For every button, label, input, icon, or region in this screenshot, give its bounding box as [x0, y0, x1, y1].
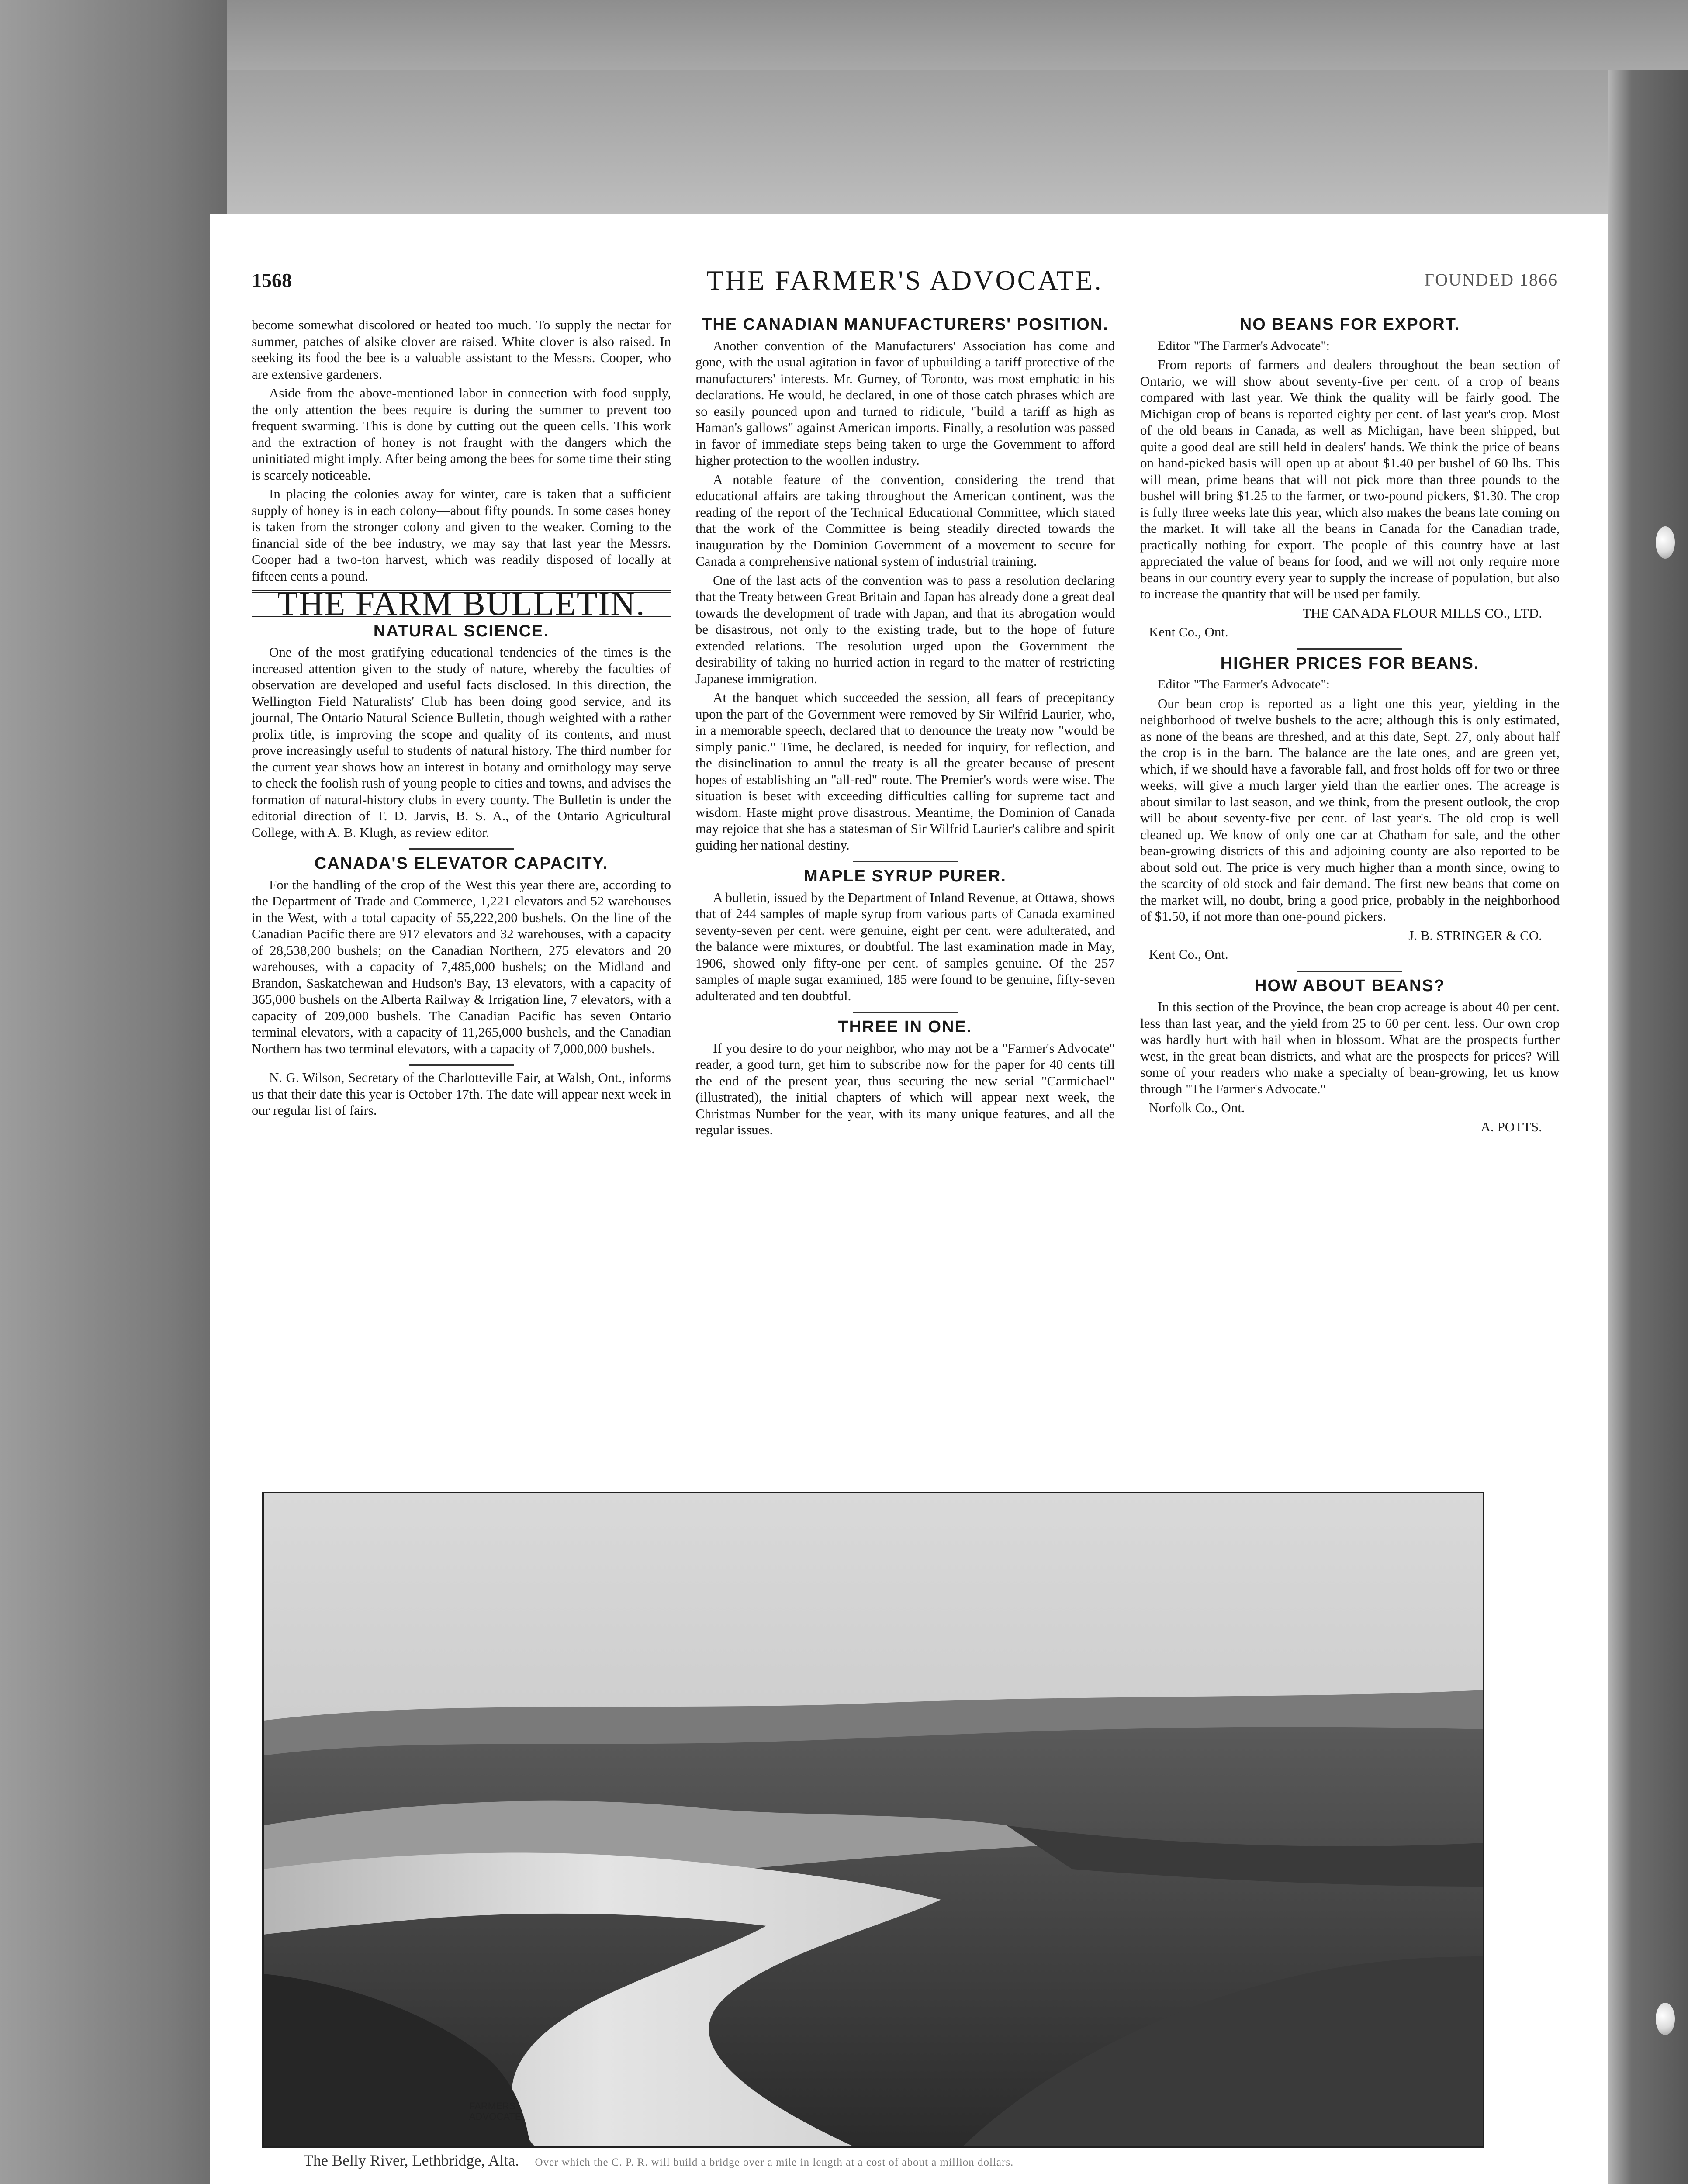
film-border-right — [1608, 70, 1688, 2184]
section-divider — [409, 848, 514, 850]
section-divider — [1297, 648, 1402, 650]
film-border-left — [0, 0, 227, 2184]
column-2 — [695, 317, 1115, 1141]
article-paragraph: For the handling of the crop of the West this year there are, according to the Department of Trade and Commerce, 1,221 elevators and 52 warehouses in the West, with a total capacity of 55,222,200 bushels. On the line of the Canadian Pacific there are 917 elevators and 32 warehouses, with a capacity of 28,538,200 bushels; on the Canadian Northern, 275 elevators and 20 warehouses, with a capacity of 7,485,000 bushels; on the Midland and Brandon, Saskatchewan and Hudson's Bay, 13 elevators, with a capacity of 365,000 bushels on the Alberta Railway & Irrigation line, 7 elevators, with a capacity of 209,000 bushels. The Canadian Pacific has seven Ontario terminal elevators, with a capacity of 11,265,000 bushels, and the Canadian Northern has two terminal elevators, with a capacity of 7,000,000 bushels. — [252, 877, 671, 1056]
page-header — [252, 265, 1558, 304]
section-divider — [853, 861, 958, 862]
film-border-band — [0, 70, 1688, 214]
photo-caption — [304, 2151, 1527, 2170]
letter-signature: A. POTTS. — [1480, 1119, 1542, 1134]
article-paragraph: One of the last acts of the convention was to pass a resolution declaring that the Treaty between Great Britain and Japan has already done a great deal towards the development of trade with Japan, and that its abrogation would be disastrous, not only to the existing trade, but to the hope of future extended relations. The resolution urged upon the Government the desirability of taking no hurried action in regard to the matter of restricting Japanese immigration. — [695, 572, 1115, 686]
manufacturers-heading: THE CANADIAN MANUFACTURERS' POSITION. — [702, 315, 1109, 334]
letter-signature: THE CANADA FLOUR MILLS CO., LTD. — [1302, 605, 1542, 621]
column-3 — [1140, 317, 1560, 1137]
article-paragraph: In this section of the Province, the bean crop acreage is about 40 per cent. less than last year, and the yield from 25 to 60 per cent. less. Our own crop was hardly hurt with hail when in blossom. What are the prospects further west, in the great bean districts, and what are the prospects for prices? Will some of your readers who make a specialty of bean-growing, let us know through "The Farmer's Advocate." — [1140, 999, 1560, 1096]
letter-signature: J. B. STRINGER & CO. — [1408, 927, 1542, 943]
founded-line: FOUNDED 1866 — [1424, 270, 1558, 290]
article-paragraph: A notable feature of the convention, considering the trend that educational affairs are taking throughout the American continent, was the reading of the report of the Technical Educational Committee, which stated that the work of the Committee is being steadily directed towards the inauguration by the Dominion Government of a movement to secure for Canada a comprehensive national system of industrial training. — [695, 471, 1115, 569]
masthead: THE FARMER'S ADVOCATE. — [706, 265, 1103, 296]
film-sprocket-hole — [1656, 526, 1675, 559]
editor-salutation: Editor "The Farmer's Advocate": — [1158, 338, 1330, 353]
higher-prices-heading: HIGHER PRICES FOR BEANS. — [1220, 654, 1480, 673]
section-divider — [409, 1064, 514, 1066]
belly-river-photo — [262, 1492, 1484, 2148]
film-border-top — [0, 0, 1688, 70]
column-1 — [252, 317, 671, 1121]
page-number: 1568 — [252, 269, 292, 291]
article-paragraph: Aside from the above-mentioned labor in connection with food supply, the only attention the bees require is during the summer to prevent too frequent swarming. This is done by cutting out the queen cells. This work and the extraction of honey is not fraught with the dangers which the uninitiated might imply. After being among the bees for some time their sting is scarcely noticeable. — [252, 385, 671, 483]
caption-title: The Belly River, Lethbridge, Alta. — [304, 2152, 519, 2169]
article-paragraph: One of the most gratifying educational tendencies of the times is the increased attention given to the study of nature, whereby the faculties of observation are developed and useful facts disclosed. In this direction, the Wellington Field Naturalists' Club has been doing good service, and its journal, The Ontario Natural Science Bulletin, though weighted with a rather prolix title, is improving the scope and quality of its contents, and must prove increasingly useful to students of natural history. The third number for the current year shows how an interest in botany and ornithology may serve to check the foolish rush of young people to cities and towns, and advises the formation of natural-history clubs in every county. The Bulletin is under the editorial direction of T. D. Jarvis, B. S. A., of the Ontario Agricultural College, with A. B. Klugh, as review editor. — [252, 644, 671, 840]
letter-place: Kent Co., Ont. — [1149, 624, 1228, 639]
article-paragraph: At the banquet which succeeded the session, all fears of precepitancy upon the part of the Government were removed by Sir Wilfrid Laurier, who, in a memorable speech, declared that to denounce the treaty now "would be simply panic." Time, he declared, is needed for inquiry, for reflection, and the disinclination to annul the treaty is all the greater because of present hopes of establishing an "all-red" route. The Premier's words were wise. The situation is beset with exceeding difficulties calling for supreme tact and wisdom. Haste might prove disastrous. Meantime, the Dominion of Canada may rejoice that she has a statesman of Sir Wilfrid Laurier's calibre and spirit guiding her national destiny. — [695, 690, 1115, 853]
svg-text:FARMERS: FARMERS — [469, 2101, 516, 2111]
article-paragraph: become somewhat discolored or heated too much. To supply the nectar for summer, patches of alsike clover are raised. White clover is also raised. In seeking its food the bee is a valuable assistant to the Messrs. Cooper, who are extensive gardeners. — [252, 317, 671, 382]
article-paragraph: Another convention of the Manufacturers' Association has come and gone, with the usual agitation in favor of upbuilding a tariff protective of the manufacturers' interests. Mr. Gurney, of Toronto, was most emphatic in his declarations. He would, he declared, in one of those catch phrases which are so easily pounced upon and turned to ridicule, "build a tariff as high as Haman's gallows" against American imports. Finally, a resolution was passed in favor of immediate steps being taken to urge the Government to afford higher protection to the woollen industry. — [695, 338, 1115, 468]
svg-text:ADVOCATE: ADVOCATE — [469, 2111, 522, 2122]
caption-detail: Over which the C. P. R. will build a bridge over a mile in length at a cost of about a million dollars. — [535, 2156, 1014, 2168]
three-in-one-heading: THREE IN ONE. — [838, 1018, 972, 1036]
how-about-beans-heading: HOW ABOUT BEANS? — [1255, 976, 1445, 995]
section-divider — [1297, 971, 1402, 972]
letter-place: Norfolk Co., Ont. — [1149, 1100, 1245, 1115]
river-landscape-illustration — [264, 1493, 1483, 2146]
film-sprocket-hole — [1656, 2003, 1675, 2035]
article-paragraph: From reports of farmers and dealers throughout the bean section of Ontario, we will show about seventy-five per cent. of a crop of beans compared with last year. We think the quality will be fairly good. The Michigan crop of beans is reported eighty per cent. of last year's crop. Most of the old beans in Canada, as well as Michigan, have been shipped, but quite a good deal are still held in dealers' hands. We think the price of beans on hand-picked basis will open up at about $1.40 per bushel of 60 lbs. This will mean, prime beans that will not pick more than three pounds to the bushel will bring $1.25 to the farmer, or two-pound pickers, $1.30. The crop is fully three weeks late this year, which also makes the beans late coming on the market. It will take all the beans in Canada for the Canadian trade, practically nothing for export. The people of this country have at last appreciated the value of beans for food, and we will not only require more beans in our country every year to supply the increase of population, but also to increase the quantity that will be used per family. — [1140, 357, 1560, 601]
article-paragraph: Our bean crop is reported as a light one this year, yielding in the neighborhood of twelve bushels to the acre; although this is only estimated, as none of the beans are threshed, and at this date, Sept. 27, only about half the crop is in the barn. The balance are the late ones, and are green yet, which, if we should have a favorable fall, and frost holds off for two or three weeks, will give a much larger yield than the earlier ones. The acreage is about similar to last season, and we think, from the present outlook, the crop will be about seventy-five per cent. of last year's. The old crop is well cleaned up. We know of only one car at Chatham for sale, and the other bean-growing districts of this and adjoining county are also reported to be about sold out. The price is very much higher than a month since, owing to the scarcity of old stock and fair demand. The first new beans that come on the market will, no doubt, bring a good price, probably in the neighborhood of $1.50, if not more than one-pound pickers. — [1140, 695, 1560, 924]
maple-syrup-heading: MAPLE SYRUP PURER. — [804, 867, 1007, 885]
editor-salutation: Editor "The Farmer's Advocate": — [1158, 677, 1330, 691]
section-divider — [853, 1012, 958, 1013]
letter-place: Kent Co., Ont. — [1149, 947, 1228, 962]
article-paragraph: If you desire to do your neighbor, who may not be a "Farmer's Advocate" reader, a good turn, get him to subscribe now for the paper for 40 cents till the end of the present year, thus securing the new serial "Carmichael" (illustrated), the initial chapters of which will appear next week, the Christmas Number for the year, with its many unique features, and all the regular issues. — [695, 1040, 1115, 1137]
natural-science-heading: NATURAL SCIENCE. — [373, 622, 550, 640]
no-beans-heading: NO BEANS FOR EXPORT. — [1239, 315, 1460, 334]
newspaper-page — [210, 214, 1599, 2184]
article-paragraph: N. G. Wilson, Secretary of the Charlotteville Fair, at Walsh, Ont., informs us that their date this year is October 17th. The date will appear next week in our regular list of fairs. — [252, 1070, 671, 1118]
elevator-capacity-heading: CANADA'S ELEVATOR CAPACITY. — [314, 854, 609, 873]
article-paragraph: In placing the colonies away for winter, care is taken that a sufficient supply of honey is in each colony—about fifty pounds. In some cases honey is taken from the stronger colony and given to the weaker. Coming to the financial side of the bee industry, we may say that last year the Messrs. Cooper had a two-ton harvest, which was readily disposed of locally at fifteen cents a pound. — [252, 486, 671, 584]
farm-bulletin-title: THE FARM BULLETIN. — [252, 590, 671, 617]
article-paragraph: A bulletin, issued by the Department of Inland Revenue, at Ottawa, shows that of 244 samples of maple syrup from various parts of Canada examined seventy-seven per cent. were genuine, eight per cent. were adulterated, and the balance were mixtures, or doubtful. The last examination made in May, 1906, showed only fifty-one per cent. of samples genuine. Of the 257 samples of maple sugar examined, 185 were found to be genuine, fifty-seven adulterated and ten doubtful. — [695, 889, 1115, 1003]
